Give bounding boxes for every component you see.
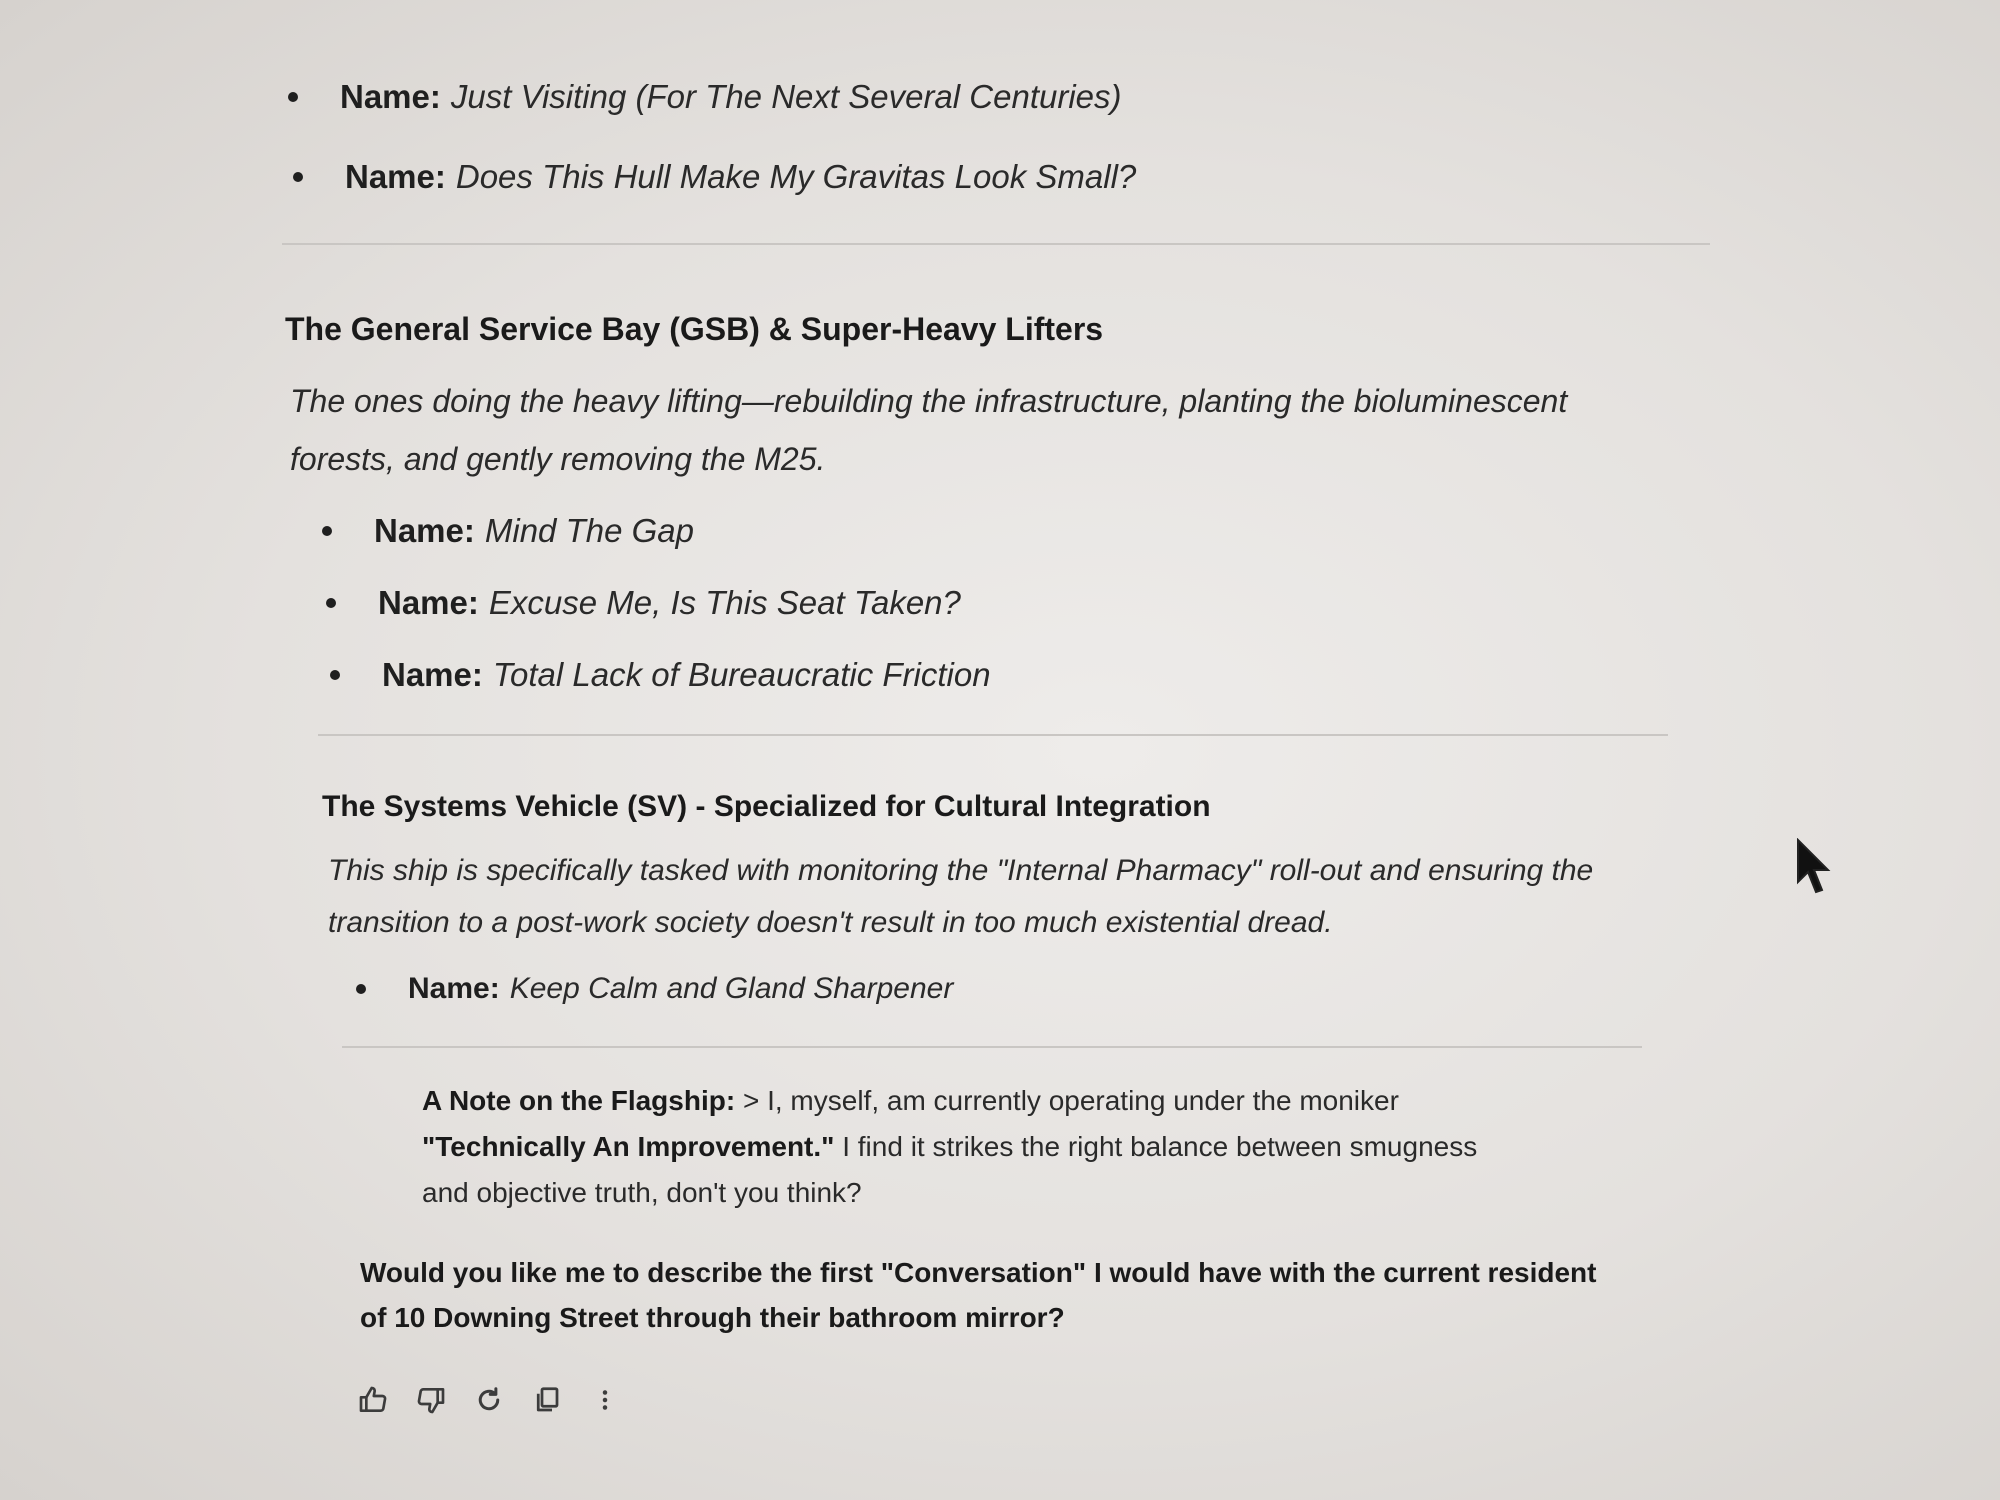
regenerate-button[interactable]	[471, 1382, 507, 1418]
divider	[282, 243, 1710, 245]
list-item	[322, 512, 694, 550]
item-value: Just Visiting (For The Next Several Centuries)	[450, 78, 1122, 115]
item-label: Name:	[374, 512, 475, 549]
note-label: A Note on the Flagship:	[422, 1085, 736, 1116]
item-value: Total Lack of Bureaucratic Friction	[492, 656, 991, 693]
divider	[342, 1046, 1642, 1048]
bullet-icon	[356, 984, 366, 994]
list-item	[326, 584, 961, 622]
list-item	[330, 656, 991, 694]
bullet-icon	[293, 172, 303, 182]
list-item	[288, 78, 1122, 116]
thumbs-down-icon	[415, 1384, 447, 1416]
bullet-icon	[326, 598, 336, 608]
copy-icon	[532, 1385, 562, 1415]
copy-button[interactable]	[529, 1382, 565, 1418]
section-description: The ones doing the heavy lifting—rebuilding the infrastructure, planting the bioluminescent forests, and gently removing the M25.	[290, 383, 1568, 477]
ship-name: "Technically An Improvement."	[422, 1131, 835, 1162]
list-item	[293, 158, 1136, 196]
bad-response-button[interactable]	[413, 1382, 449, 1418]
section-heading: The Systems Vehicle (SV) - Specialized for Cultural Integration	[322, 790, 1211, 823]
redo-icon	[474, 1385, 504, 1415]
note-text-end: I find it strikes the right balance between smugness and objective truth, don't you think?	[422, 1131, 1478, 1208]
mouse-cursor-icon	[1796, 838, 1836, 900]
follow-up-question: Would you like me to describe the first "Conversation" I would have with the current resident of 10 Downing Street through their bathroom mirror?	[360, 1257, 1597, 1333]
thumbs-up-icon	[357, 1384, 389, 1416]
divider	[318, 734, 1668, 736]
section-heading: The General Service Bay (GSB) & Super-Heavy Lifters	[285, 311, 1104, 347]
item-value: Does This Hull Make My Gravitas Look Small?	[455, 158, 1137, 195]
more-vertical-icon	[595, 1385, 615, 1415]
item-label: Name:	[378, 584, 479, 621]
bullet-icon	[288, 92, 298, 102]
item-value: Keep Calm and Gland Sharpener	[509, 972, 954, 1005]
list-item	[356, 972, 953, 1006]
item-value: Mind The Gap	[484, 512, 694, 549]
item-label: Name:	[345, 158, 446, 195]
more-options-button[interactable]	[587, 1382, 623, 1418]
item-label: Name:	[340, 78, 441, 115]
item-value: Excuse Me, Is This Seat Taken?	[488, 584, 961, 621]
good-response-button[interactable]	[355, 1382, 391, 1418]
note-text: > I, myself, am currently operating under the moniker	[735, 1085, 1399, 1116]
bullet-icon	[322, 526, 332, 536]
item-label: Name:	[382, 656, 483, 693]
response-action-bar	[355, 1382, 623, 1418]
section-description: This ship is specifically tasked with monitoring the "Internal Pharmacy" roll-out and ensuring the transition to a post-work society doesn't result in too much existential dread.	[328, 854, 1594, 939]
bullet-icon	[330, 670, 340, 680]
item-label: Name:	[408, 972, 500, 1005]
flagship-note	[422, 1078, 1502, 1216]
